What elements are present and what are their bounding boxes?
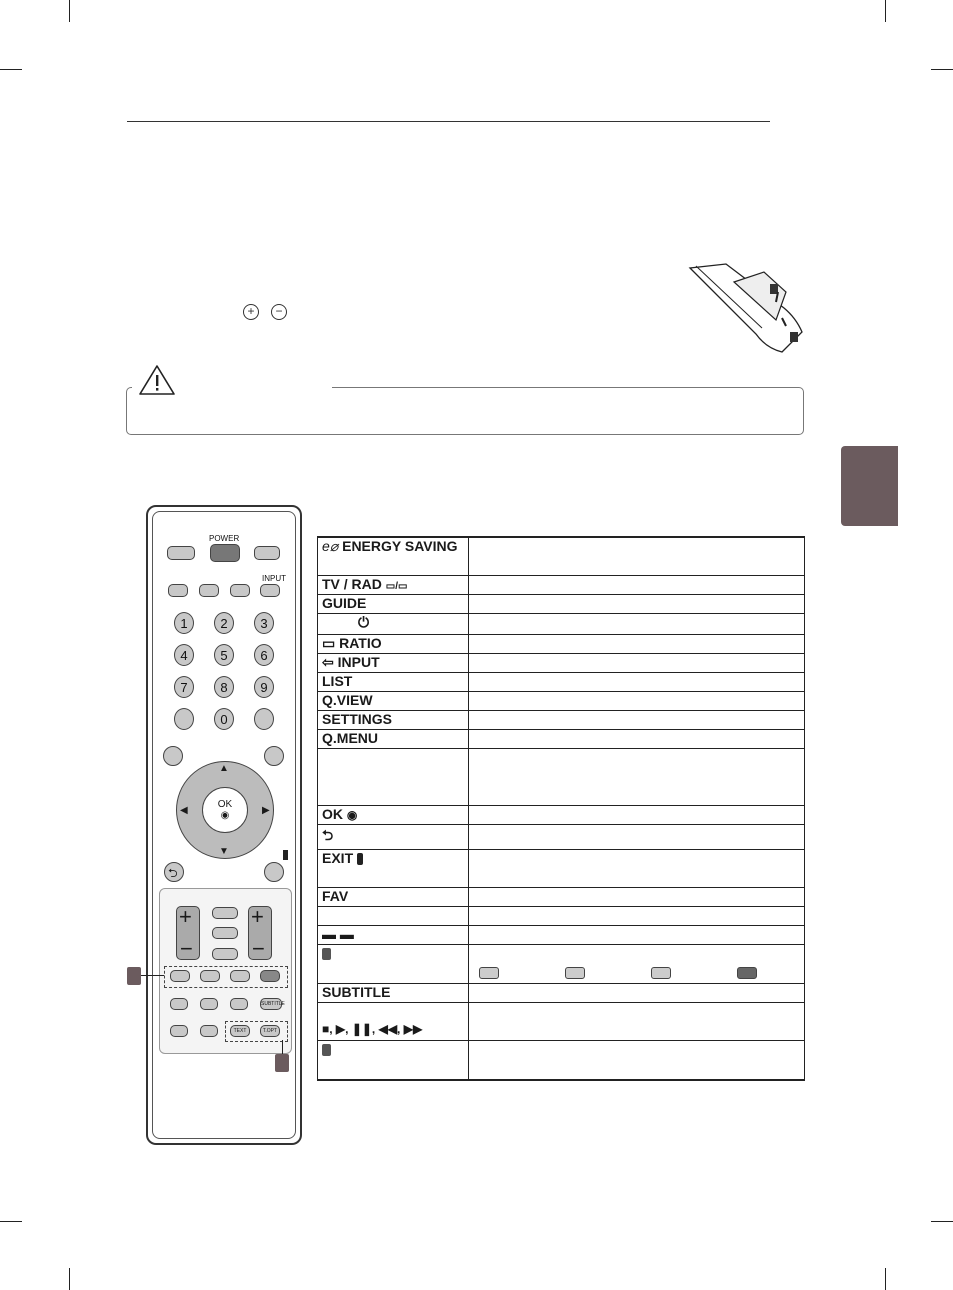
ratio-button[interactable] <box>230 584 250 597</box>
topt-button[interactable] <box>260 1025 280 1037</box>
marker-b-icon <box>322 1044 331 1056</box>
table-row: e⌀ ENERGY SAVING <box>318 537 805 575</box>
crop-mark <box>931 1221 953 1222</box>
table-row: SETTINGS <box>318 710 805 729</box>
crop-mark <box>0 69 22 70</box>
program-up-icon: + <box>251 904 264 929</box>
warning-icon <box>138 364 176 396</box>
table-row: ⮌ <box>318 824 805 849</box>
text-button-label: TEXT <box>233 1028 247 1034</box>
up-arrow-icon[interactable]: ▲ <box>219 763 229 774</box>
number-button-1[interactable]: 1 <box>174 612 194 634</box>
back-arrow-icon: ⮌ <box>168 866 178 880</box>
input-button[interactable] <box>260 584 280 597</box>
text-button[interactable] <box>230 1025 250 1037</box>
blue-key-icon <box>737 967 757 979</box>
power-button[interactable] <box>210 544 240 562</box>
table-row: TV / RAD ▭/▭ <box>318 575 805 594</box>
table-row: ■, ▶, ❚❚, ◀◀, ▶▶ <box>318 1002 805 1040</box>
table-row <box>318 1040 805 1080</box>
marker-a <box>127 967 141 985</box>
marker-b-leader <box>282 1040 283 1054</box>
crop-mark <box>69 1268 70 1290</box>
ok-dot-icon: ◉ <box>220 810 230 821</box>
qview-button[interactable] <box>254 708 274 730</box>
polarity-signs <box>243 302 299 320</box>
list-button[interactable] <box>174 708 194 730</box>
number-button-2[interactable]: 2 <box>214 612 234 634</box>
right-arrow-icon[interactable]: ▶ <box>262 805 270 816</box>
header-rule <box>127 121 770 122</box>
pause-button[interactable] <box>230 998 248 1010</box>
number-button-8[interactable]: 8 <box>214 676 234 698</box>
table-row: OK ◉ <box>318 805 805 824</box>
tv-rad-button[interactable] <box>254 546 280 560</box>
table-row: EXIT <box>318 849 805 887</box>
number-button-5[interactable]: 5 <box>214 644 234 666</box>
down-arrow-icon[interactable]: ▼ <box>219 846 229 857</box>
red-button[interactable] <box>170 970 190 982</box>
volume-up-icon: + <box>179 904 192 929</box>
ok-button[interactable] <box>202 787 248 833</box>
plus-icon: + <box>243 304 259 320</box>
table-row: ▬ ▬ <box>318 925 805 944</box>
green-button[interactable] <box>200 970 220 982</box>
fast-forward-button[interactable] <box>200 1025 218 1037</box>
fav-button[interactable] <box>212 907 238 919</box>
table-row: FAV <box>318 887 805 906</box>
table-row: Q.MENU <box>318 729 805 748</box>
green-key-icon <box>565 967 585 979</box>
crop-mark <box>0 1221 22 1222</box>
crop-mark <box>69 0 70 22</box>
blue-button[interactable] <box>260 970 280 982</box>
battery-cover-illustration <box>686 262 806 358</box>
guide-button[interactable] <box>168 584 188 597</box>
chapter-tab <box>841 446 898 526</box>
table-row <box>318 748 805 805</box>
table-row <box>318 944 805 983</box>
caution-box <box>126 387 804 435</box>
marker-a-leader <box>141 975 164 976</box>
left-arrow-icon[interactable]: ◀ <box>180 805 188 816</box>
energy-saving-button[interactable] <box>167 546 195 560</box>
table-row: ⏻ <box>318 613 805 634</box>
number-button-9[interactable]: 9 <box>254 676 274 698</box>
yellow-key-icon <box>651 967 671 979</box>
table-row: Q.VIEW <box>318 691 805 710</box>
crop-mark <box>885 1268 886 1290</box>
number-button-6[interactable]: 6 <box>254 644 274 666</box>
volume-down-icon: − <box>180 936 193 961</box>
exit-icon <box>283 850 288 860</box>
marker-a-icon <box>322 948 331 960</box>
number-button-4[interactable]: 4 <box>174 644 194 666</box>
audio-button[interactable] <box>212 948 238 960</box>
table-row: SUBTITLE <box>318 983 805 1002</box>
ok-label: OK <box>217 799 233 810</box>
qmenu-button[interactable] <box>264 746 284 766</box>
subtitle-button[interactable] <box>260 998 285 1010</box>
subtitle-button-label: SUBTITLE <box>261 1001 285 1007</box>
play-button[interactable] <box>200 998 218 1010</box>
marker-b <box>275 1054 289 1072</box>
power-label: POWER <box>209 534 240 543</box>
number-button-3[interactable]: 3 <box>254 612 274 634</box>
crop-mark <box>931 69 953 70</box>
mute-key-button[interactable] <box>199 584 219 597</box>
table-row: ⇦ INPUT <box>318 653 805 672</box>
table-row: GUIDE <box>318 594 805 613</box>
key-description-table <box>317 536 805 1081</box>
table-row: ▭ RATIO <box>318 634 805 653</box>
table-row: LIST <box>318 672 805 691</box>
topt-button-label: T.OPT <box>262 1028 278 1034</box>
red-key-icon <box>479 967 499 979</box>
stop-button[interactable] <box>170 998 188 1010</box>
exit-button[interactable] <box>264 862 284 882</box>
yellow-button[interactable] <box>230 970 250 982</box>
minus-icon: − <box>271 304 287 320</box>
rewind-button[interactable] <box>170 1025 188 1037</box>
settings-button[interactable] <box>163 746 183 766</box>
number-button-7[interactable]: 7 <box>174 676 194 698</box>
input-label: INPUT <box>262 574 286 583</box>
crop-mark <box>885 0 886 22</box>
number-button-0[interactable]: 0 <box>214 708 234 730</box>
table-row <box>318 906 805 925</box>
program-down-icon: − <box>252 936 265 961</box>
mute-button[interactable] <box>212 927 238 939</box>
